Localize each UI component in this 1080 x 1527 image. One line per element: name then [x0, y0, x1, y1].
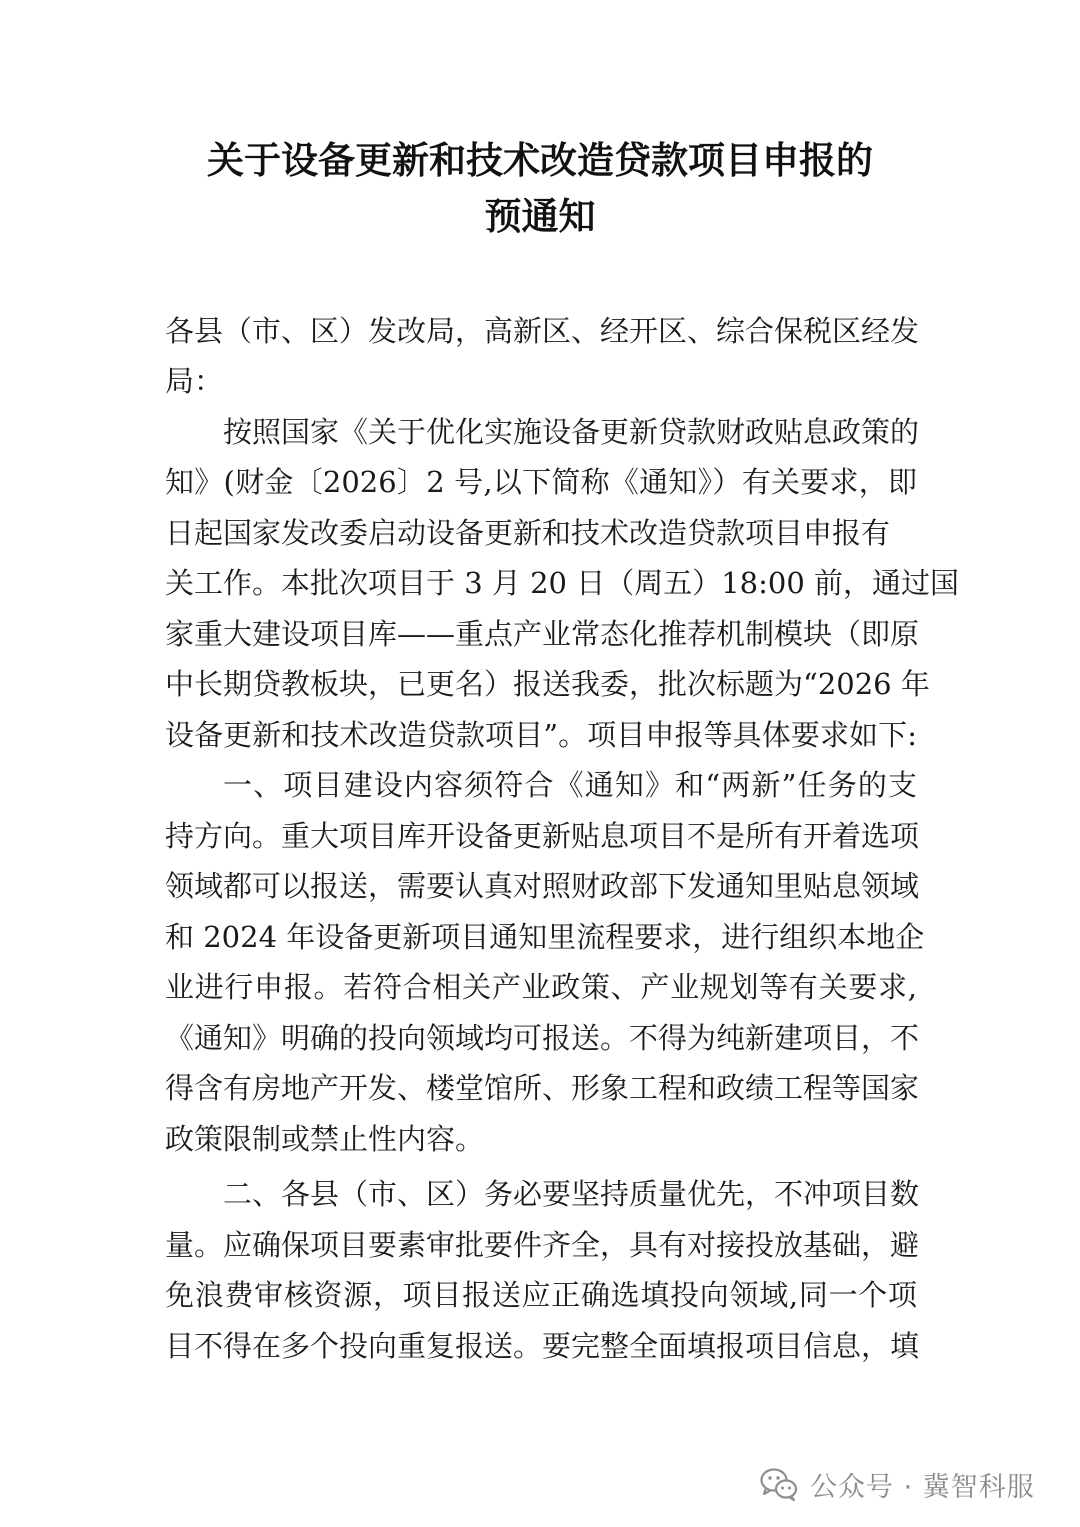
body-line: 一、项目建设内容须符合《通知》和“两新”任务的支 [223, 768, 917, 802]
body-line: 业进行申报。若符合相关产业政策、产业规划等有关要求, [165, 970, 917, 1004]
title-line-1: 关于设备更新和技术改造贷款项目申报的 [207, 139, 873, 182]
wechat-icon [760, 1467, 798, 1501]
body-line: 持方向。重大项目库开设备更新贴息项目不是所有开着选项 [165, 819, 920, 853]
title-line-2: 预通知 [484, 195, 596, 238]
body-line: 和 2024 年设备更新项目通知里流程要求，进行组织本地企 [165, 920, 925, 954]
body-line: 量。应确保项目要素审批要件齐全，具有对接投放基础，避 [165, 1228, 920, 1262]
wechat-watermark [760, 1461, 1035, 1507]
body-line: 领域都可以报送，需要认真对照财政部下发通知里贴息领域 [165, 869, 920, 903]
body-line: 各县（市、区）发改局，高新区、经开区、综合保税区经发 [165, 314, 920, 348]
body-line: 局： [165, 364, 224, 398]
body-line: 《通知》明确的投向领域均可报送。不得为纯新建项目，不 [165, 1021, 920, 1055]
body-line: 按照国家《关于优化实施设备更新贷款财政贴息政策的 [223, 415, 920, 449]
body-line: 二、各县（市、区）务必要坚持质量优先，不冲项目数 [223, 1177, 920, 1211]
document-title [0, 133, 1080, 245]
watermark-text: 公众号 · 冀智科服 [810, 1471, 1035, 1503]
body-line: 中长期贷教板块，已更名）报送我委，批次标题为“2026 年 [165, 667, 930, 701]
body-line: 目不得在多个投向重复报送。要完整全面填报项目信息，填 [165, 1329, 920, 1363]
body-line: 日起国家发改委启动设备更新和技术改造贷款项目申报有 [165, 516, 891, 550]
body-line: 政策限制或禁止性内容。 [165, 1122, 485, 1156]
body-line: 家重大建设项目库——重点产业常态化推荐机制模块（即原 [165, 617, 920, 651]
body-line: 设备更新和技术改造贷款项目”。项目申报等具体要求如下: [165, 718, 917, 752]
body-line: 得含有房地产开发、楼堂馆所、形象工程和政绩工程等国家 [165, 1071, 920, 1105]
body-line: 免浪费审核资源，项目报送应正确选填投向领域,同一个项 [165, 1278, 917, 1312]
body-line: 知》(财金〔2026〕2 号,以下简称《通知》）有关要求，即 [165, 465, 917, 499]
body-line: 关工作。本批次项目于 3 月 20 日（周五）18:00 前，通过国 [165, 566, 960, 600]
